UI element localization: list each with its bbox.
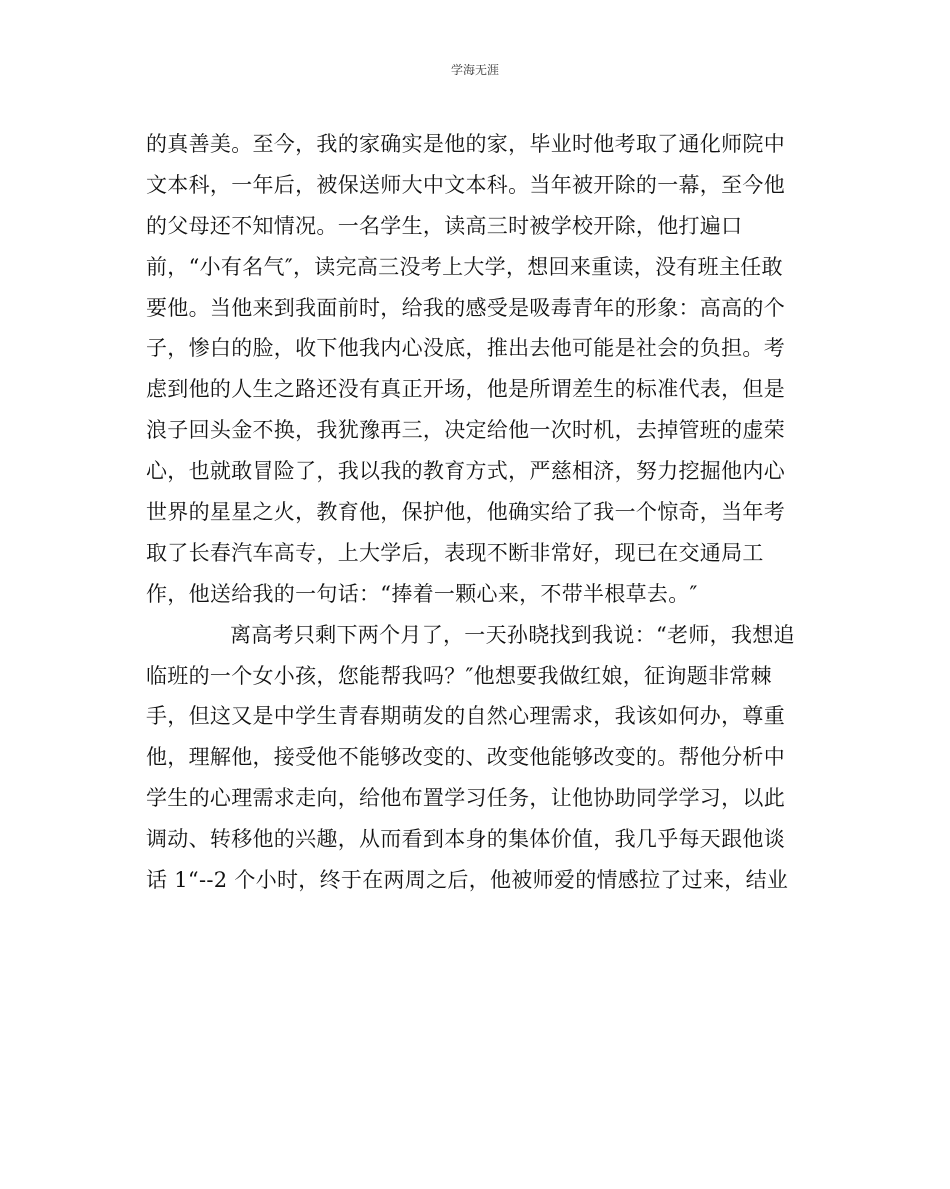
text-line: 前，“小有名气″，读完高三没考上大学，想回来重读，没有班主任敢 (146, 254, 783, 279)
text-line: 子，惨白的脸，收下他我内心没底，推出去他可能是社会的负担。考 (146, 336, 785, 361)
text-line: 心，也就敢冒险了，我以我的教育方式，严慈相济，努力挖掘他内心 (146, 459, 785, 484)
page-header-title: 学海无涯 (450, 63, 499, 77)
text-line: 的父母还不知情况。一名学生，读高三时被学校开除，他打遍口 (146, 213, 743, 238)
text-line: 他，理解他，接受他不能够改变的、改变他能够改变的。帮他分析中 (146, 745, 785, 770)
text-line: 浪子回头金不换，我犹豫再三，决定给他一次时机，去掉管班的虚荣 (146, 418, 785, 443)
text-line: 取了长春汽车高专，上大学后，表现不断非常好，现已在交通局工 (146, 540, 764, 565)
text-line: 虑到他的人生之路还没有真正开场，他是所谓差生的标准代表，但是 (146, 377, 785, 402)
body-text (146, 124, 806, 901)
text-line: 话 1“--2 个小时，终于在两周之后，他被师爱的情感拉了过来，结业 (146, 868, 789, 893)
text-line: 手，但这又是中学生青春期萌发的自然心理需求，我该如何办，尊重 (146, 704, 785, 729)
text-line: 学生的心理需求走向，给他布置学习任务，让他协助同学学习，以此 (146, 786, 785, 811)
text-line: 世界的星星之火，教育他，保护他，他确实给了我一个惊奇，当年考 (146, 500, 785, 525)
text-line: 临班的一个女小孩，您能帮我吗？″他想要我做红娘，征询题非常棘 (146, 663, 772, 688)
paragraph-start-line: 离高考只剩下两个月了，一天孙晓找到我说：“老师，我想追 (230, 622, 795, 647)
text-line: 作，他送给我的一句话：“捧着一颗心来，不带半根草去。″ (146, 581, 698, 606)
text-line: 调动、转移他的兴趣，从而看到本身的集体价值，我几乎每天跟他谈 (146, 827, 785, 852)
text-line: 文本科，一年后，被保送师大中文本科。当年被开除的一幕，至今他 (146, 172, 785, 197)
text-line: 要他。当他来到我面前时，给我的感受是吸毒青年的形象：高高的个 (146, 295, 785, 320)
text-line: 的真善美。至今，我的家确实是他的家，毕业时他考取了通化师院中 (146, 132, 785, 156)
